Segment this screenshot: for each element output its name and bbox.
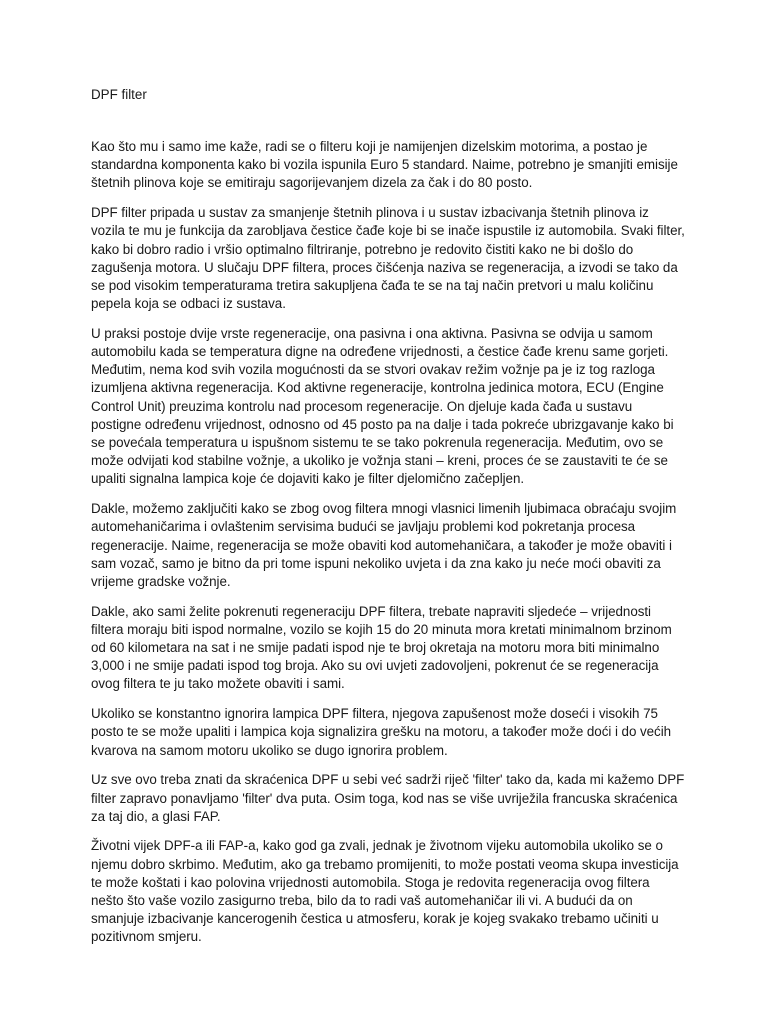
- paragraph-6: Ukoliko se konstantno ignorira lampica DPF filtera, njegova zapušenost može doseći i visokih 75 posto te se može upaliti i lampica koja signalizira grešku na motoru, a također može doći i do većih kvarova na samom motoru ukoliko se dugo ignorira problem.: [91, 706, 672, 758]
- paragraph-3: U praksi postoje dvije vrste regeneracije, ona pasivna i ona aktivna. Pasivna se odvija u samom automobilu kada se temperatura digne na određene vrijednosti, a čestice čađe krenu same gorjeti. Međutim, nema kod svih vozila mogućnosti da se stvori ovakav režim vožnje pa je iz tog razloga izumljena aktivna regeneracija. Kod aktivne regeneracije, kontrolna jedinica motora, ECU (Engine Control Unit) preuzima kontrolu nad procesom regeneracije. On djeluje kada čađa u sustavu postigne određenu vrijednost, odnosno od 45 posto pa na dalje i tada pokreće ubrizgavanje kako bi se povećala temperatura u ispušnom sistemu te se tako pokrenula regeneracija. Međutim, ovo se može odvijati kod stabilne vožnje, a ukoliko je vožnja stani – kreni, proces će se zaustaviti te će se upaliti signalna lampica koje će dojaviti kako je filter djelomično začepljen.: [91, 325, 674, 487]
- paragraph-7: Uz sve ovo treba znati da skraćenica DPF u sebi već sadrži riječ 'filter' tako da, kada mi kažemo DPF filter zapravo ponavljamo 'filter' dva puta. Osim toga, kod nas se više uvriježila francuska skraćenica za taj dio, a glasi FAP.: [91, 772, 685, 824]
- paragraph-4: Dakle, možemo zaključiti kako se zbog ovog filtera mnogi vlasnici limenih ljubimaca obraćaju svojim automehaničarima i ovlaštenim servisima budući se javljaju problemi kod pokretanja procesa regeneracije. Naime, regeneracija se može obaviti kod automehaničara, a također je može obaviti i sam vozač, samo je bitno da pri tome ispuni nekoliko uvjeta i da zna kako ju neće moći obaviti za vrijeme gradske vožnje.: [91, 501, 677, 589]
- paragraph-1: Kao što mu i samo ime kaže, radi se o filteru koji je namijenjen dizelskim motorima, a postao je standardna komponenta kako bi vozila ispunila Euro 5 standard. Naime, potrebno je smanjiti emisije štetnih plinova koje se emitiraju sagorijevanjem dizela za čak i do 80 posto.: [91, 139, 678, 191]
- paragraph-8: Životni vijek DPF-a ili FAP-a, kako god ga zvali, jednak je životnom vijeku automobila ukoliko se o njemu dobro skrbimo. Međutim, ako ga trebamo promijeniti, to može postati veoma skupa investicija te može koštati i kao polovina vrijednosti automobila. Stoga je redovita regeneracija ovog filtera nešto što vaše vozilo zasigurno treba, bilo da to radi vaš automehaničar ili vi. A budući da on smanjuje izbacivanje kancerogenih čestica u atmosferu, korak je kojeg svakako trebamo učiniti u pozitivnom smjeru.: [91, 838, 679, 945]
- paragraph-5: Dakle, ako sami želite pokrenuti regeneraciju DPF filtera, trebate napraviti sljedeće – vrijednosti filtera moraju biti ispod normalne, vozilo se kojih 15 do 20 minuta mora kretati minimalnom brzinom od 60 kilometara na sat i ne smije padati ispod nje te broj okretaja na motoru mora biti minimalno 3,000 i ne smije padati ispod tog broja. Ako su ovi uvjeti zadovoljeni, pokrenut će se regeneracija ovog filtera te ju tako možete obaviti i sami.: [91, 603, 672, 692]
- document-title: DPF filter: [91, 87, 147, 102]
- document-body: [91, 138, 685, 958]
- paragraph-2: DPF filter pripada u sustav za smanjenje štetnih plinova i u sustav izbacivanja štetnih plinova iz vozila te mu je funkcija da zarobljava čestice čađe koje bi se inače ispustile iz automobila. Svaki filter, kako bi dobro radio i vršio optimalno filtriranje, potrebno je redovito čistiti kako ne bi došlo do zagušenja motora. U slučaju DPF filtera, proces čišćenja naziva se regeneracija, a izvodi se tako da se pod visokim temperaturama tretira sakupljena čađa te se na taj način pretvori u malu količinu pepela koja se odbaci iz sustava.: [91, 205, 685, 312]
